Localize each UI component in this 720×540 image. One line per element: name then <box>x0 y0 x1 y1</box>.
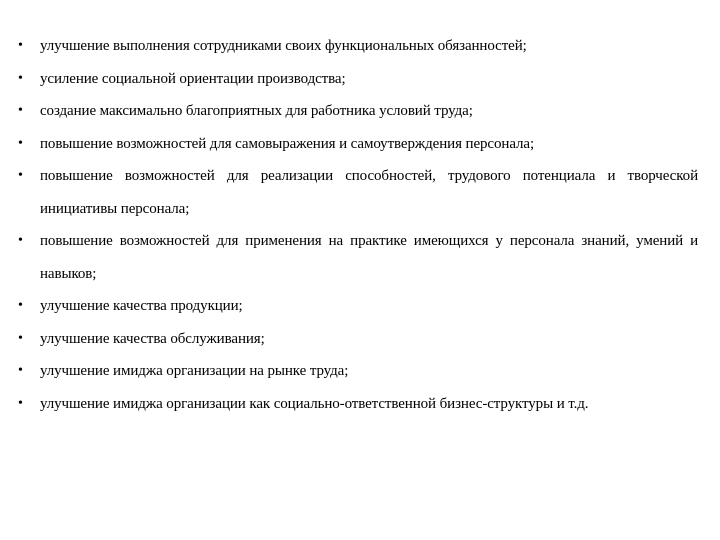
list-item-text: повышение возможностей для применения на практике имеющихся у персонала знаний, умений и навыков; <box>40 233 698 282</box>
list-item-text: улучшение качества обслуживания; <box>40 330 265 347</box>
list-item <box>18 355 698 388</box>
list-item <box>18 128 698 161</box>
bullet-icon: • <box>18 70 23 86</box>
bullet-icon: • <box>18 233 23 248</box>
list-item <box>18 388 698 421</box>
bullet-list <box>18 30 698 420</box>
list-item-text: повышение возможностей для реализации способностей, трудового потенциала и творческой инициативы персонала; <box>40 168 698 217</box>
list-item-text: улучшение выполнения сотрудниками своих функциональных обязанностей; <box>40 38 527 54</box>
list-item <box>18 95 698 128</box>
bullet-icon: • <box>18 363 23 378</box>
bullet-icon: • <box>18 298 23 313</box>
list-item-text: создание максимально благоприятных для работника условий труда; <box>40 103 473 119</box>
list-item-text: улучшение имиджа организации как социально-ответственной бизнес-структуры и т.д. <box>40 395 589 412</box>
list-item <box>18 290 698 323</box>
list-item <box>18 225 698 290</box>
bullet-icon: • <box>18 395 23 411</box>
list-item-text: повышение возможностей для самовыражения и самоутверждения персонала; <box>40 135 535 152</box>
list-item-text: улучшение имиджа организации на рынке труда; <box>40 363 349 379</box>
list-item <box>18 30 698 63</box>
list-item <box>18 63 698 96</box>
bullet-icon: • <box>18 103 23 118</box>
bullet-icon: • <box>18 330 23 346</box>
bullet-icon: • <box>18 168 23 183</box>
list-item-text: улучшение качества продукции; <box>40 298 243 314</box>
list-item <box>18 323 698 356</box>
bullet-icon: • <box>18 38 23 53</box>
bullet-icon: • <box>18 135 23 151</box>
list-item <box>18 160 698 225</box>
list-item-text: усиление социальной ориентации производства; <box>40 70 346 87</box>
